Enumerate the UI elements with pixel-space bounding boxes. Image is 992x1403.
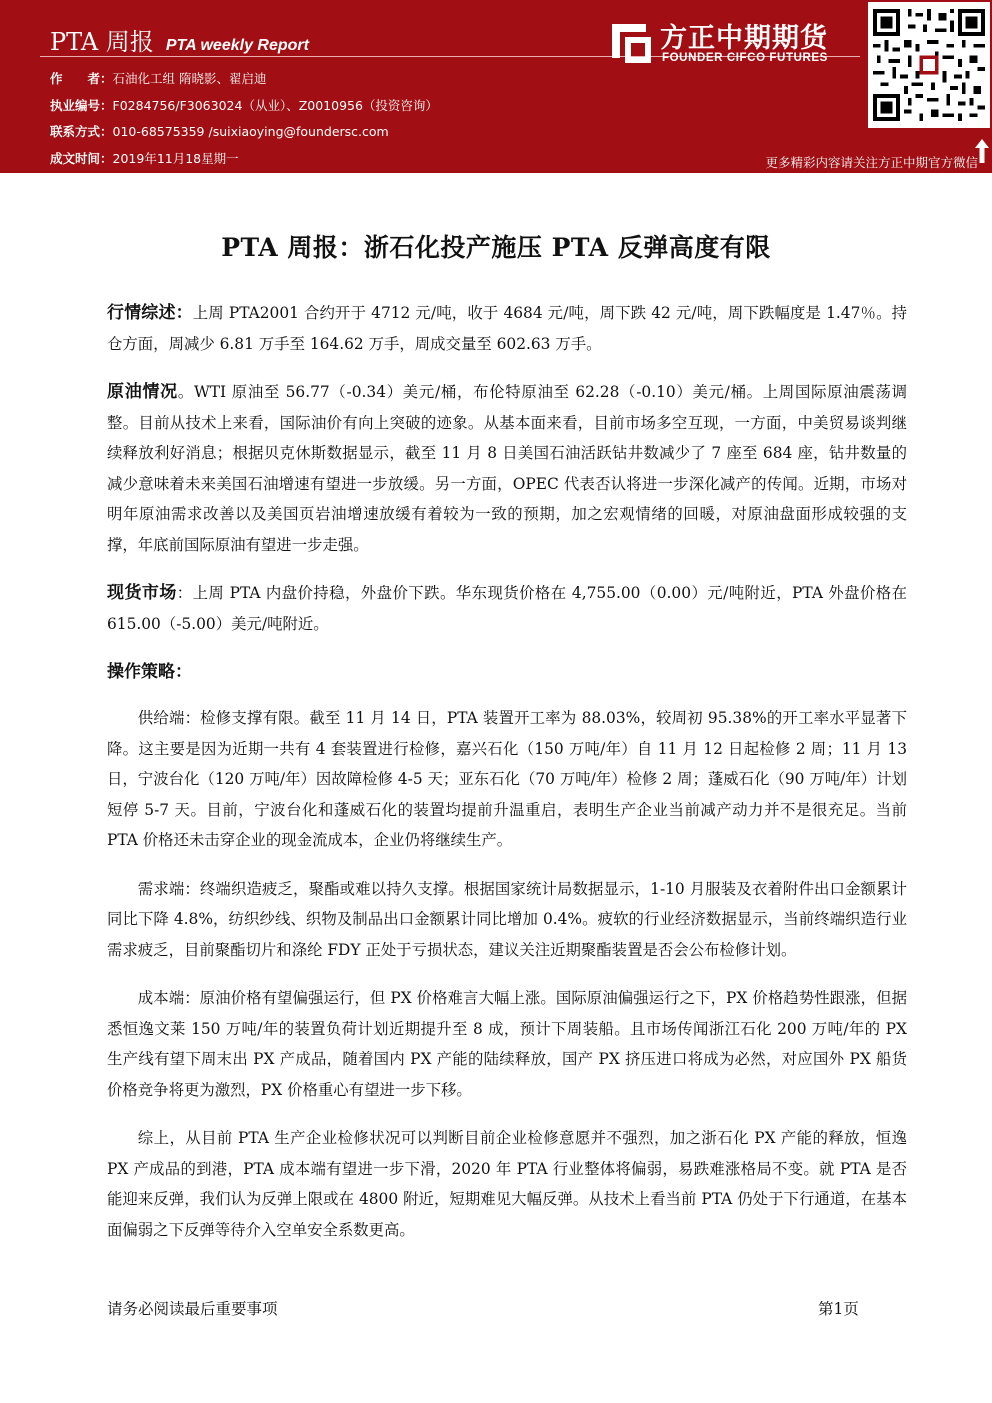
up-arrow-icon bbox=[974, 138, 990, 164]
crude-oil-paragraph bbox=[107, 377, 907, 560]
footer-disclaimer-note: 请务必阅读最后重要事项 bbox=[107, 1300, 278, 1318]
qr-code-icon bbox=[873, 7, 985, 123]
founder-logo-icon bbox=[608, 18, 652, 64]
strategy-demand-paragraph: 需求端：终端织造疲乏，聚酯或难以持久支撑。根据国家统计局数据显示，1-10 月服装及衣着附件出口金额累计同比下降 4.8%，纺织纱线、织物及制品出口金额累计同比增加 0.4%。疲软的行业经济数据显示，当前终端织造行业需求疲乏，目前聚酯切片和涤纶 FDY 正处于亏损状态，建议关注近期聚酯装置是否会公布检修计划。 bbox=[107, 879, 907, 959]
spot-market-paragraph bbox=[107, 578, 907, 639]
strategy-summary-paragraph: 综上，从目前 PTA 生产企业检修状况可以判断目前企业检修意愿并不强烈，加之浙石化 PX 产能的释放，恒逸 PX 产成品的到港，PTA 成本端有望进一步下滑，2020 年 PTA 行业整体将偏弱，易跌难涨格局不变。就 PTA 是否能迎来反弹，我们认为反弹上限或在 4800 附近，短期难见大幅反弹。从技术上看当前 PTA 仍处于下行通道，在基本面偏弱之下反弹等待介入空单安全系数更高。 bbox=[107, 1129, 907, 1239]
crude-oil-label: 原油情况 bbox=[107, 382, 178, 402]
page-title: PTA 周报：浙石化投产施压 PTA 反弹高度有限 bbox=[221, 233, 771, 262]
report-meta bbox=[50, 66, 438, 172]
series-title-cn: PTA 周报 bbox=[50, 28, 154, 56]
spot-market-label: 现货市场 bbox=[107, 583, 177, 603]
strategy-heading: 操作策略： bbox=[107, 662, 192, 682]
series-title-en: PTA weekly Report bbox=[165, 37, 309, 54]
meta-contact: 联系方式：010-68575359 /suixiaoying@foundersc.com bbox=[50, 124, 389, 139]
report-series-title bbox=[50, 22, 309, 57]
page-number: 第1页 bbox=[818, 1300, 859, 1318]
report-header bbox=[0, 0, 992, 173]
qr-code bbox=[868, 2, 990, 128]
follow-wechat-note: 更多精彩内容请关注方正中期官方微信 bbox=[765, 155, 978, 170]
strategy-supply-paragraph: 供给端：检修支撑有限。截至 11 月 14 日，PTA 装置开工率为 88.03%，较周初 95.38%的开工率水平显著下降。这主要是因为近期一共有 4 套装置进行检修，嘉兴石化（150 万吨/年）自 11 月 12 日起检修 2 周；11 月 13 日，宁波台化（120 万吨/年）因故障检修 4-5 天；亚东石化（70 万吨/年）检修 2 周；蓬威石化（90 万吨/年）计划短停 5-7 天。目前，宁波台化和蓬威石化的装置均提前升温重启，表明生产企业当前减产动力并不是很充足。当前 PTA 价格还未击穿企业的现金流成本，企业仍将继续生产。 bbox=[107, 709, 907, 849]
logo-text-cn: 方正中期期货 bbox=[660, 23, 828, 54]
company-logo bbox=[608, 14, 858, 70]
meta-date: 成文时间：2019年11月18星期一 bbox=[50, 150, 239, 166]
meta-author: 作 者：石油化工组 隋晓影、翟启迪 bbox=[50, 71, 267, 86]
spot-market-text: ：上周 PTA 内盘价持稳，外盘价下跌。华东现货价格在 4,755.00（0.00）元/吨附近，PTA 外盘价格在 615.00（-5.00）美元/吨附近。 bbox=[107, 584, 907, 633]
meta-license: 执业编号：F0284756/F3063024（从业）、Z0010956（投资咨询） bbox=[50, 97, 438, 113]
market-overview-paragraph bbox=[107, 298, 907, 359]
market-overview-label: 行情综述： bbox=[107, 303, 193, 323]
report-body bbox=[107, 298, 907, 1263]
logo-text-en: FOUNDER CIFCO FUTURES bbox=[662, 52, 828, 64]
strategy-cost-paragraph: 成本端：原油价格有望偏强运行，但 PX 价格难言大幅上涨。国际原油偏强运行之下，PX 价格趋势性跟涨，但据悉恒逸文莱 150 万吨/年的装置负荷计划近期提升至 8 成，预计下周装船。且市场传闻浙江石化 200 万吨/年的 PX 生产线有望下周末出 PX 产成品，随着国内 PX 产能的陆续释放，国产 PX 挤压进口将成为必然，对应国外 PX 船货价格竞争将更为激烈，PX 价格重心有望进一步下移。 bbox=[107, 989, 907, 1099]
crude-oil-text: 。WTI 原油至 56.77（-0.34）美元/桶，布伦特原油至 62.28（-0.10）美元/桶。上周国际原油震荡调整。目前从技术上来看，国际油价有向上突破的迹象。从基本面来看，目前市场多空互现，一方面，中美贸易谈判继续释放利好消息；根据贝克休斯数据显示，截至 11 月 8 日美国石油活跃钻井数减少了 7 座至 684 座，钻井数量的减少意味着未来美国石油增速有望进一步放缓。另一方面，OPEC 代表否认将进一步深化减产的传闻。近期，市场对明年原油需求改善以及美国页岩油增速放缓有着较为一致的预期，加之宏观情绪的回暖，对原油盘面形成较强的支撑，年底前国际原油有望进一步走强。 bbox=[107, 383, 908, 554]
market-overview-text: 上周 PTA2001 合约开于 4712 元/吨，收于 4684 元/吨，周下跌 42 元/吨，周下跌幅度是 1.47％。持仓方面，周减少 6.81 万手至 164.62 万手，周成交量至 602.63 万手。 bbox=[107, 304, 908, 353]
